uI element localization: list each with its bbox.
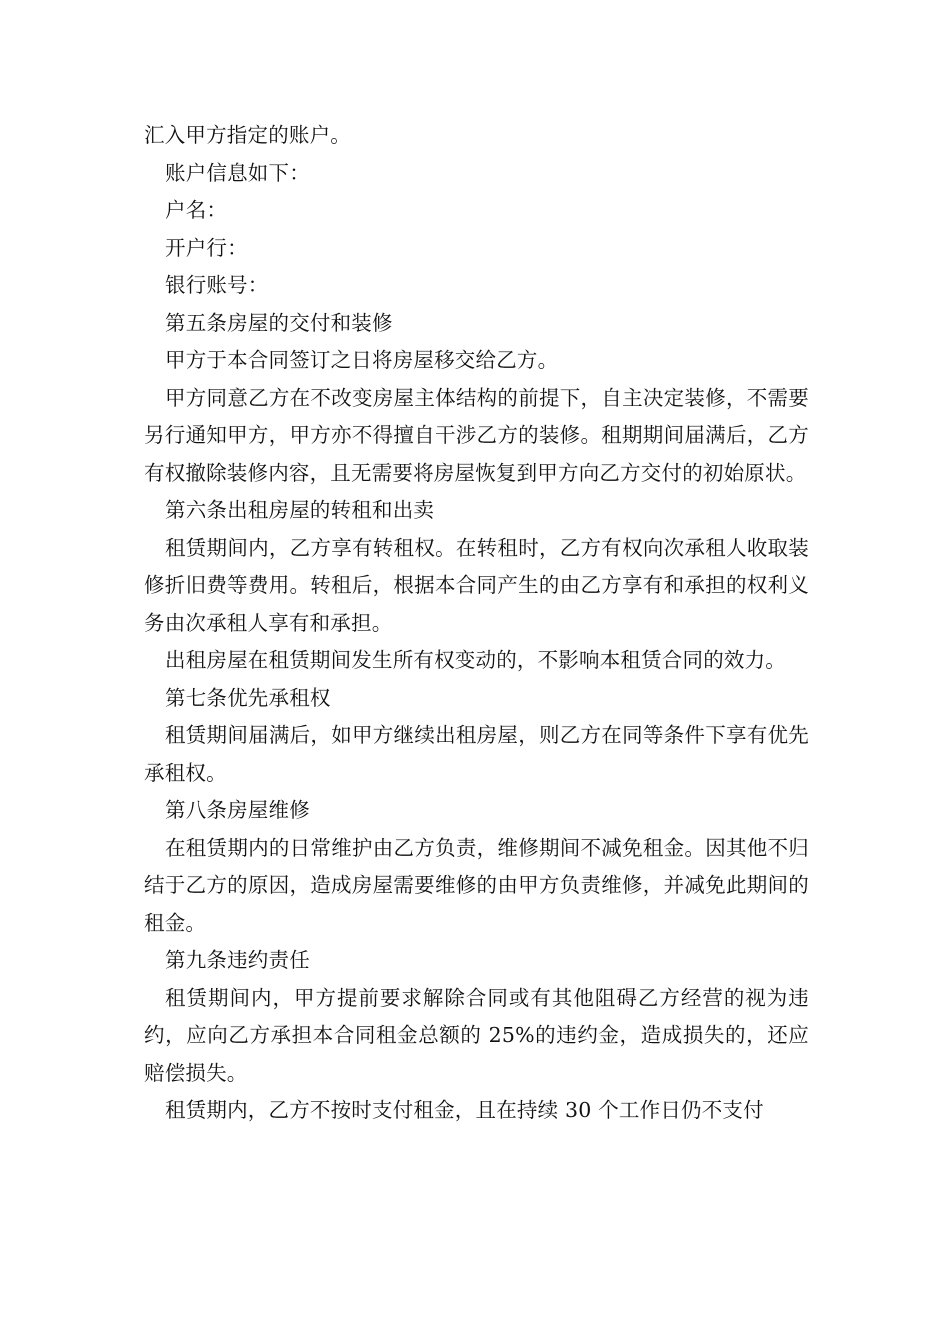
article-5-paragraph-1: 甲方于本合同签订之日将房屋移交给乙方。 bbox=[165, 348, 559, 372]
article-9-paragraph-2: 租赁期内，乙方不按时支付租金，且在持续 30 个工作日仍不支付 bbox=[165, 1098, 764, 1122]
paragraph-payment-account: 汇入甲方指定的账户。 bbox=[144, 123, 351, 147]
article-6-paragraph-2: 出租房屋在租赁期间发生所有权变动的，不影响本租赁合同的效力。 bbox=[165, 648, 786, 672]
article-8-heading: 第八条房屋维修 bbox=[165, 798, 310, 822]
article-5-heading: 第五条房屋的交付和装修 bbox=[165, 310, 393, 335]
article-6-heading: 第六条出租房屋的转租和出卖 bbox=[165, 498, 435, 522]
paragraph-bank-account-number: 银行账号： bbox=[165, 273, 269, 297]
paragraph-account-name: 户名： bbox=[165, 198, 228, 222]
paragraph-account-info: 账户信息如下： bbox=[165, 160, 310, 185]
article-9-paragraph-1: 租赁期间内，甲方提前要求解除合同或有其他阻碍乙方经营的视为违约，应向乙方承担本合同租金总额的 25%的违约金，造成损失的，还应赔偿损失。 bbox=[144, 985, 809, 1085]
article-5-paragraph-2: 甲方同意乙方在不改变房屋主体结构的前提下，自主决定装修，不需要另行通知甲方，甲方亦不得擅自干涉乙方的装修。租期期间届满后，乙方有权撤除装修内容，且无需要将房屋恢复到甲方向乙方交付的初始原状。 bbox=[144, 385, 809, 485]
document-body bbox=[144, 117, 809, 1130]
article-9-heading: 第九条违约责任 bbox=[165, 948, 310, 972]
article-8-paragraph-1: 在租赁期内的日常维护由乙方负责，维修期间不减免租金。因其他不归结于乙方的原因，造成房屋需要维修的由甲方负责维修，并减免此期间的租金。 bbox=[144, 835, 809, 935]
article-7-paragraph-1: 租赁期间届满后，如甲方继续出租房屋，则乙方在同等条件下享有优先承租权。 bbox=[144, 723, 809, 785]
paragraph-bank: 开户行： bbox=[165, 235, 248, 260]
article-7-heading: 第七条优先承租权 bbox=[165, 685, 331, 710]
article-6-paragraph-1: 租赁期间内，乙方享有转租权。在转租时，乙方有权向次承租人收取装修折旧费等费用。转租后，根据本合同产生的由乙方享有和承担的权利义务由次承租人享有和承担。 bbox=[144, 535, 809, 635]
